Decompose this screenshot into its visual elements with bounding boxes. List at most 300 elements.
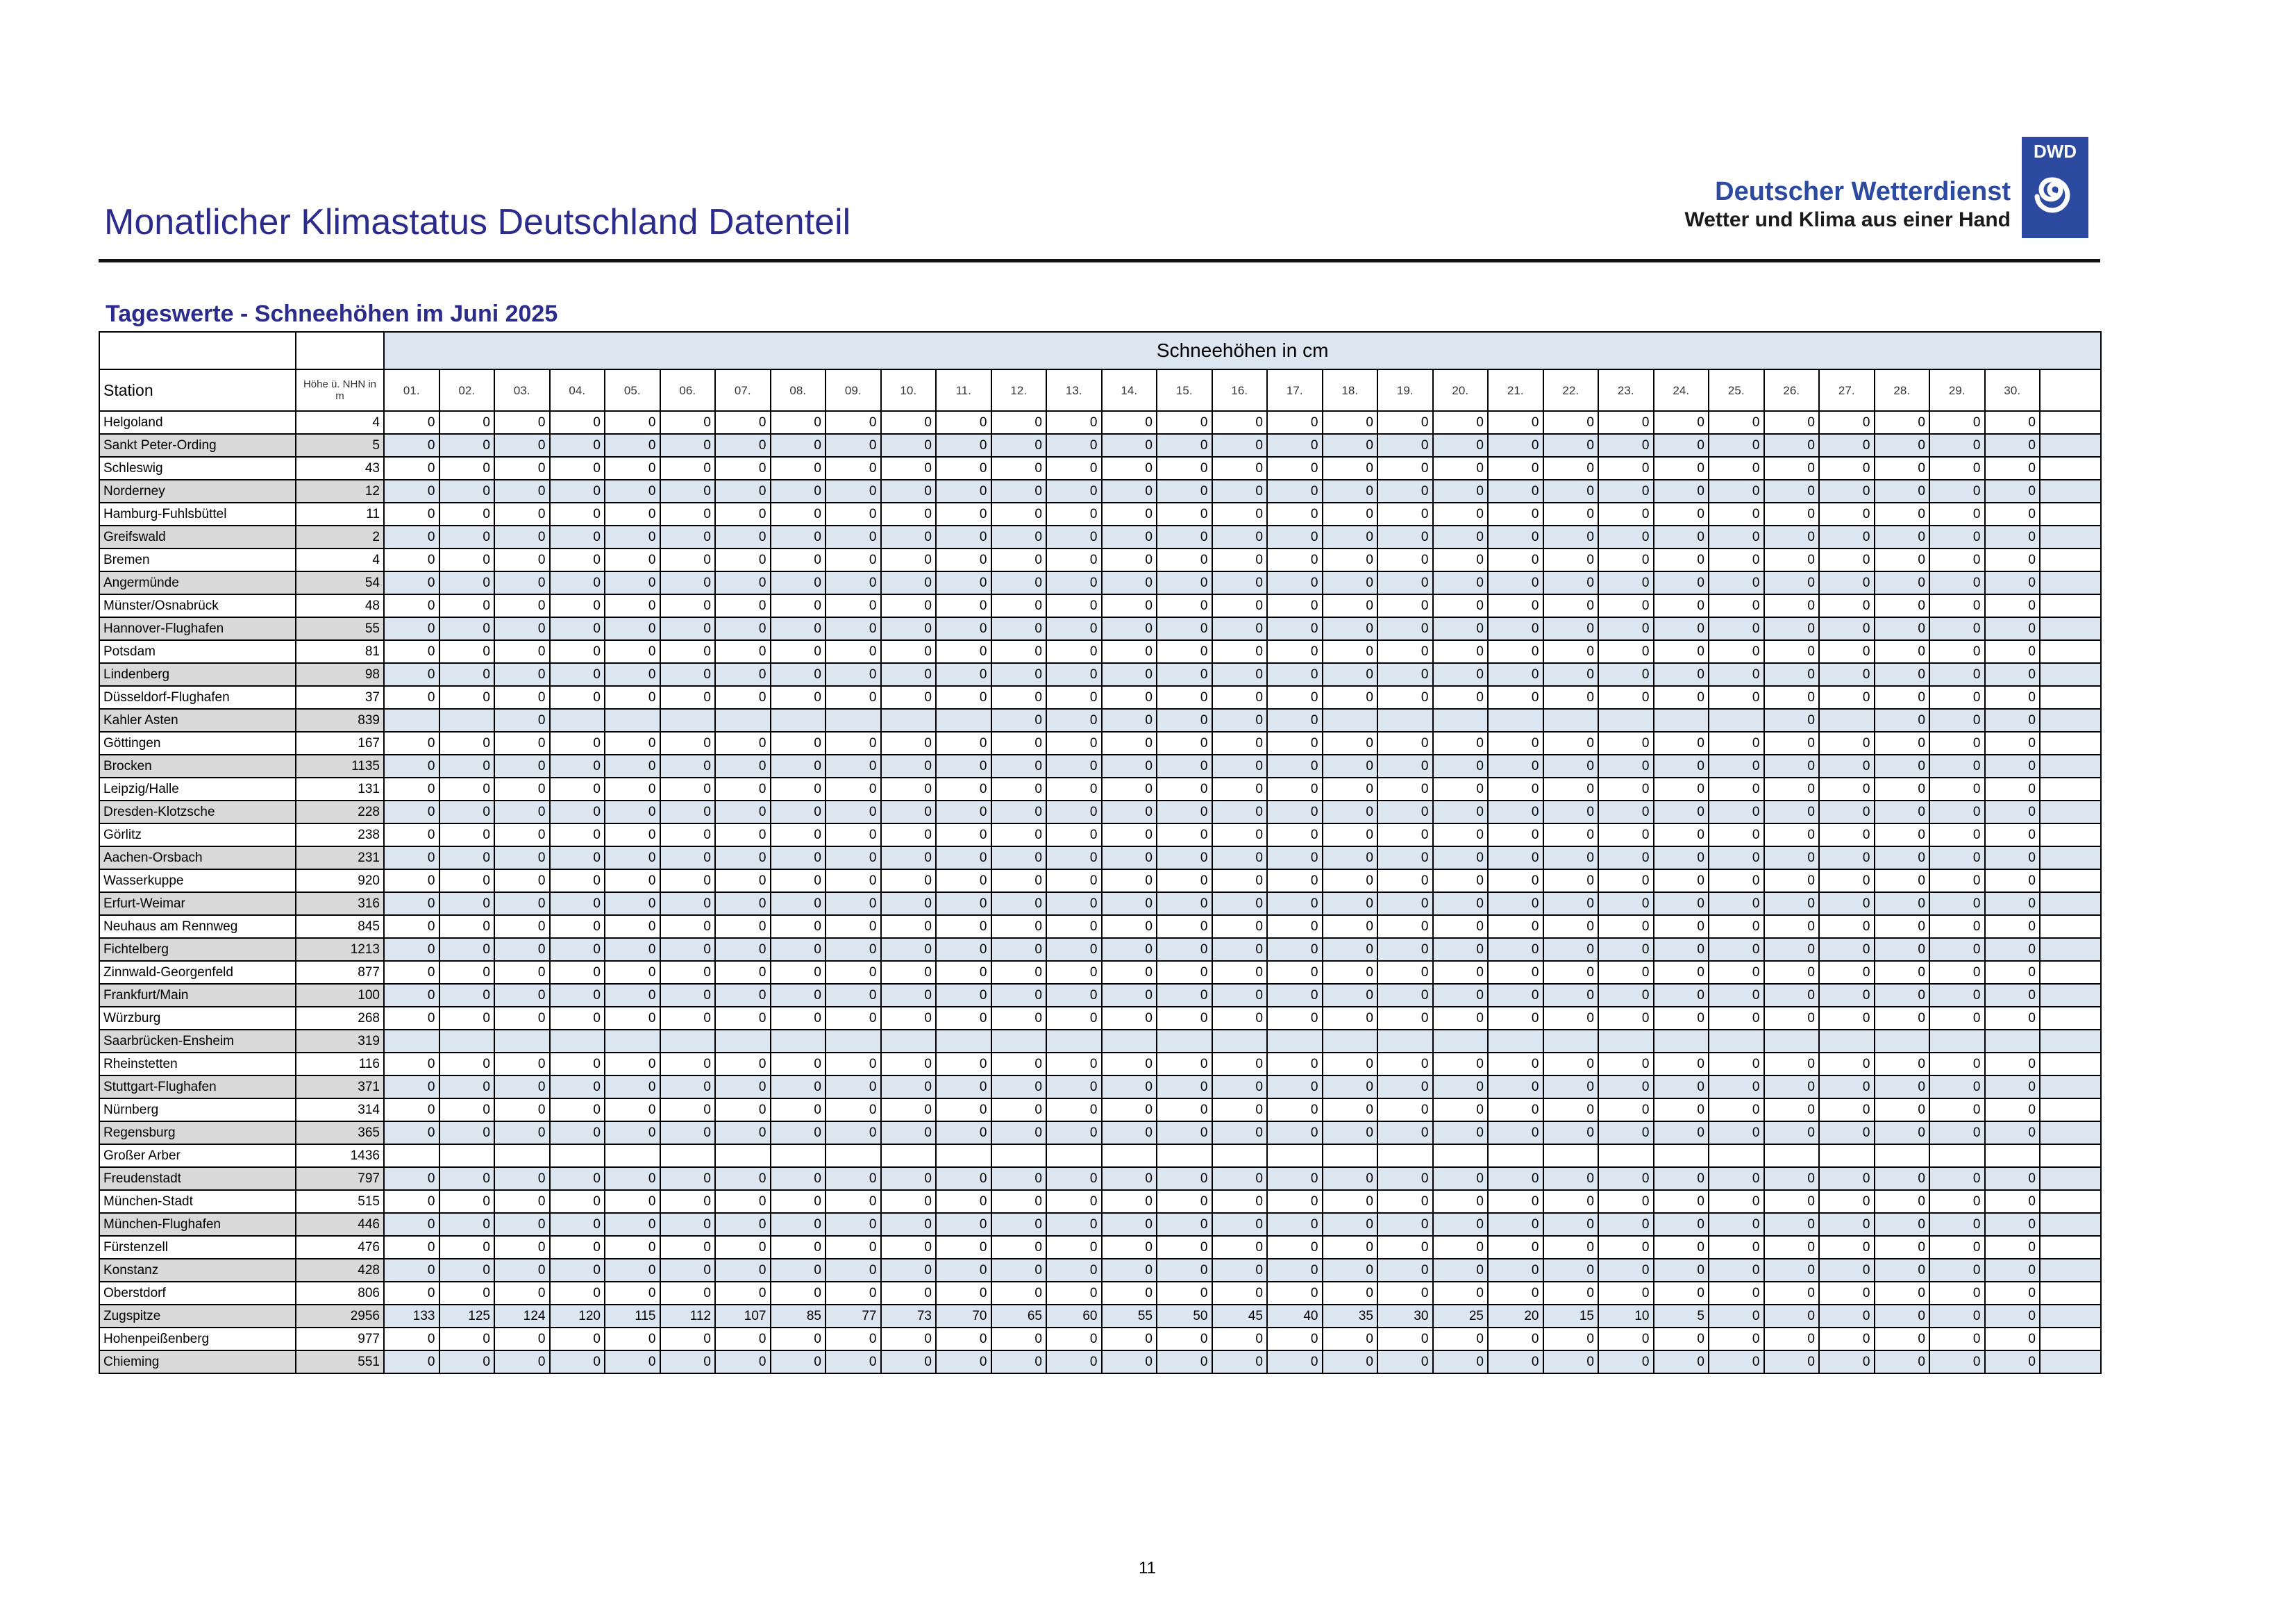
snow-depth-cell: 0 — [1598, 846, 1654, 869]
snow-depth-cell: 0 — [605, 1236, 660, 1259]
snow-depth-cell: 0 — [1488, 640, 1543, 663]
snow-depth-cell: 0 — [881, 526, 937, 549]
snow-depth-cell: 0 — [439, 1282, 495, 1305]
snow-depth-cell: 0 — [660, 915, 716, 938]
day-column-header: 13. — [1046, 369, 1102, 411]
snow-depth-cell: 0 — [550, 984, 605, 1007]
snow-depth-cell: 0 — [1875, 1259, 1930, 1282]
snow-depth-cell: 0 — [1488, 1282, 1543, 1305]
snow-depth-cell: 0 — [494, 549, 550, 571]
snow-depth-cell: 0 — [1654, 549, 1709, 571]
snow-depth-cell: 0 — [550, 686, 605, 709]
snow-depth-cell: 0 — [1046, 503, 1102, 526]
snow-depth-cell: 0 — [1985, 686, 2041, 709]
snow-depth-cell: 0 — [881, 1007, 937, 1030]
snow-depth-cell — [826, 709, 881, 732]
snow-depth-cell: 0 — [1929, 640, 1985, 663]
snow-depth-cell: 0 — [936, 892, 991, 915]
snow-depth-cell: 0 — [605, 686, 660, 709]
snow-depth-cell: 0 — [1709, 1328, 1764, 1350]
snow-depth-cell: 0 — [1046, 594, 1102, 617]
snow-depth-cell: 0 — [439, 869, 495, 892]
snow-depth-cell: 0 — [1543, 1053, 1599, 1075]
day-column-header: 23. — [1598, 369, 1654, 411]
snow-depth-cell: 0 — [1929, 1305, 1985, 1328]
snow-depth-cell: 0 — [1433, 869, 1489, 892]
snow-depth-cell: 0 — [1488, 1259, 1543, 1282]
table-row — [99, 1167, 2101, 1190]
day-column-header: 11. — [936, 369, 991, 411]
snow-depth-cell: 0 — [550, 571, 605, 594]
station-name-cell: Hamburg-Fuhlsbüttel — [99, 503, 296, 526]
snow-depth-cell: 0 — [715, 1236, 771, 1259]
snow-depth-cell: 0 — [660, 571, 716, 594]
snow-depth-cell: 0 — [1433, 617, 1489, 640]
snow-depth-cell: 0 — [1488, 961, 1543, 984]
snow-depth-cell: 0 — [1543, 480, 1599, 503]
snow-depth-cell: 0 — [1267, 1121, 1323, 1144]
snow-depth-cell: 0 — [1267, 938, 1323, 961]
snow-depth-cell: 0 — [1267, 778, 1323, 801]
snow-depth-cell: 0 — [936, 686, 991, 709]
snow-depth-cell: 0 — [1102, 1098, 1157, 1121]
snow-depth-cell: 0 — [1819, 594, 1875, 617]
altitude-cell: 116 — [296, 1053, 384, 1075]
snow-depth-cell: 0 — [1323, 1098, 1378, 1121]
snow-depth-cell: 0 — [384, 1167, 439, 1190]
snow-depth-cell: 0 — [1433, 915, 1489, 938]
snow-depth-cell: 0 — [1157, 571, 1212, 594]
row-end-cell — [2040, 1236, 2101, 1259]
snow-depth-cell: 0 — [550, 549, 605, 571]
snow-depth-cell: 0 — [1488, 594, 1543, 617]
snow-depth-cell: 0 — [439, 1075, 495, 1098]
snow-depth-cell: 0 — [1764, 709, 1820, 732]
snow-depth-cell: 0 — [1433, 1213, 1489, 1236]
snow-depth-cell: 0 — [1377, 571, 1433, 594]
snow-depth-cell: 0 — [826, 526, 881, 549]
snow-depth-cell: 0 — [1598, 869, 1654, 892]
snow-depth-cell: 30 — [1377, 1305, 1433, 1328]
snow-depth-cell: 0 — [550, 823, 605, 846]
snow-depth-cell: 0 — [1377, 1282, 1433, 1305]
snow-depth-cell: 0 — [1323, 801, 1378, 823]
snow-depth-cell: 0 — [1709, 846, 1764, 869]
snow-depth-cell: 0 — [1046, 823, 1102, 846]
snow-depth-cell: 0 — [660, 846, 716, 869]
day-column-header: 18. — [1323, 369, 1378, 411]
snow-depth-cell: 0 — [1323, 686, 1378, 709]
snow-depth-cell: 0 — [1543, 1190, 1599, 1213]
altitude-cell: 551 — [296, 1350, 384, 1373]
snow-depth-cell: 0 — [936, 457, 991, 480]
snow-depth-cell: 0 — [1543, 984, 1599, 1007]
snow-depth-cell: 0 — [1543, 1075, 1599, 1098]
table-row — [99, 1144, 2101, 1167]
snow-depth-cell: 0 — [991, 640, 1047, 663]
row-end-cell — [2040, 617, 2101, 640]
snow-depth-cell: 0 — [494, 1075, 550, 1098]
snow-depth-cell: 0 — [1488, 571, 1543, 594]
snow-depth-cell: 20 — [1488, 1305, 1543, 1328]
snow-depth-cell: 0 — [1929, 801, 1985, 823]
snow-depth-cell: 0 — [826, 1121, 881, 1144]
snow-depth-cell: 0 — [1046, 892, 1102, 915]
snow-depth-cell: 0 — [991, 778, 1047, 801]
snow-depth-cell: 0 — [1819, 617, 1875, 640]
snow-depth-cell: 0 — [715, 846, 771, 869]
snow-depth-cell: 0 — [1764, 1121, 1820, 1144]
snow-depth-cell: 0 — [384, 1282, 439, 1305]
page-number: 11 — [1139, 1559, 1156, 1577]
snow-depth-cell: 0 — [881, 1213, 937, 1236]
snow-depth-cell: 0 — [1654, 571, 1709, 594]
snow-depth-cell: 0 — [1819, 823, 1875, 846]
snow-depth-cell: 0 — [1875, 755, 1930, 778]
snow-depth-cell: 0 — [550, 1053, 605, 1075]
snow-depth-cell — [605, 1144, 660, 1167]
snow-depth-cell: 0 — [439, 846, 495, 869]
station-column-header: Station — [99, 369, 296, 411]
snow-depth-cell — [1985, 1144, 2041, 1167]
snow-depth-cell: 0 — [715, 938, 771, 961]
snow-depth-cell: 0 — [1377, 869, 1433, 892]
snow-depth-cell: 0 — [1598, 686, 1654, 709]
snow-depth-cell: 0 — [1046, 1282, 1102, 1305]
snow-depth-cell: 0 — [1598, 457, 1654, 480]
snow-depth-cell: 0 — [660, 869, 716, 892]
snow-depth-cell: 0 — [1875, 1075, 1930, 1098]
row-end-cell — [2040, 778, 2101, 801]
snow-depth-cell: 0 — [1212, 411, 1268, 434]
day-column-header: 19. — [1377, 369, 1433, 411]
snow-depth-cell: 0 — [936, 984, 991, 1007]
snow-depth-cell: 0 — [1433, 686, 1489, 709]
day-column-header: 02. — [439, 369, 495, 411]
snow-depth-cell: 0 — [1819, 938, 1875, 961]
snow-depth-cell: 0 — [1323, 457, 1378, 480]
snow-depth-cell — [1598, 1144, 1654, 1167]
snow-depth-cell: 0 — [1875, 984, 1930, 1007]
snow-depth-cell: 0 — [1875, 709, 1930, 732]
snow-depth-cell: 0 — [936, 915, 991, 938]
table-row — [99, 823, 2101, 846]
snow-depth-cell: 0 — [1654, 915, 1709, 938]
snow-depth-cell: 0 — [1267, 1259, 1323, 1282]
snow-depth-cell: 0 — [771, 915, 826, 938]
snow-depth-cell: 0 — [991, 801, 1047, 823]
snow-depth-cell: 0 — [494, 1167, 550, 1190]
snow-depth-cell: 0 — [826, 984, 881, 1007]
snow-depth-cell: 0 — [1157, 1053, 1212, 1075]
snow-depth-cell: 0 — [1764, 617, 1820, 640]
snow-depth-cell: 0 — [1929, 594, 1985, 617]
snow-depth-cell: 0 — [1654, 801, 1709, 823]
snow-depth-cell: 0 — [1709, 434, 1764, 457]
snow-depth-cell: 0 — [1985, 938, 2041, 961]
snow-depth-cell: 0 — [384, 480, 439, 503]
snow-depth-cell: 0 — [1488, 617, 1543, 640]
table-row — [99, 1305, 2101, 1328]
snow-depth-cell: 0 — [1157, 411, 1212, 434]
snow-depth-cell: 0 — [1819, 846, 1875, 869]
snow-depth-cell: 0 — [881, 1328, 937, 1350]
snow-depth-cell: 0 — [1157, 709, 1212, 732]
snow-depth-cell: 0 — [1102, 480, 1157, 503]
snow-depth-cell: 0 — [660, 1236, 716, 1259]
snow-depth-cell: 0 — [826, 778, 881, 801]
snow-depth-cell: 0 — [1764, 869, 1820, 892]
day-column-header: 07. — [715, 369, 771, 411]
snow-depth-cell: 0 — [1433, 1350, 1489, 1373]
snow-depth-cell: 0 — [1819, 961, 1875, 984]
table-row — [99, 1259, 2101, 1282]
snow-depth-cell: 0 — [1654, 938, 1709, 961]
snow-depth-cell: 0 — [1543, 801, 1599, 823]
snow-depth-cell: 0 — [494, 1350, 550, 1373]
snow-depth-cell: 0 — [1985, 1190, 2041, 1213]
snow-depth-cell: 0 — [715, 778, 771, 801]
row-end-cell — [2040, 1144, 2101, 1167]
snow-depth-cell: 0 — [1764, 526, 1820, 549]
snow-depth-cell: 0 — [1267, 823, 1323, 846]
snow-depth-cell: 0 — [1377, 1213, 1433, 1236]
page-title: Monatlicher Klimastatus Deutschland Datenteil — [104, 202, 851, 242]
snow-depth-cell: 0 — [1985, 411, 2041, 434]
snow-depth-cell: 0 — [1929, 984, 1985, 1007]
row-end-cell — [2040, 1259, 2101, 1282]
snow-depth-cell: 0 — [936, 617, 991, 640]
snow-depth-cell: 0 — [660, 1282, 716, 1305]
station-name-cell: Bremen — [99, 549, 296, 571]
snow-depth-cell: 0 — [605, 526, 660, 549]
snow-depth-cell: 0 — [1764, 823, 1820, 846]
snow-depth-cell: 0 — [881, 1190, 937, 1213]
snow-depth-cell: 0 — [1875, 938, 1930, 961]
snow-depth-cell — [550, 709, 605, 732]
snow-depth-cell: 0 — [1709, 526, 1764, 549]
snow-depth-cell: 0 — [494, 1282, 550, 1305]
row-end-cell — [2040, 869, 2101, 892]
station-name-cell: Zugspitze — [99, 1305, 296, 1328]
snow-depth-cell: 0 — [439, 732, 495, 755]
snow-depth-cell: 0 — [771, 1121, 826, 1144]
snow-depth-cell: 0 — [1819, 732, 1875, 755]
snow-depth-cell: 0 — [384, 961, 439, 984]
snow-depth-cell: 0 — [1488, 663, 1543, 686]
snow-depth-cell: 0 — [1212, 1259, 1268, 1282]
row-end-cell — [2040, 1030, 2101, 1053]
snow-depth-cell: 0 — [1377, 686, 1433, 709]
snow-depth-cell: 0 — [1819, 755, 1875, 778]
snow-depth-cell — [1709, 709, 1764, 732]
station-name-cell: Hohenpeißenberg — [99, 1328, 296, 1350]
snow-depth-cell: 0 — [881, 640, 937, 663]
snow-depth-cell: 0 — [826, 1190, 881, 1213]
snow-depth-cell: 0 — [1267, 755, 1323, 778]
snow-depth-cell: 0 — [1819, 1282, 1875, 1305]
snow-depth-cell: 0 — [771, 434, 826, 457]
snow-depth-cell: 0 — [494, 503, 550, 526]
snow-depth-cell: 0 — [1433, 526, 1489, 549]
snow-depth-cell: 0 — [1709, 480, 1764, 503]
snow-depth-cell: 0 — [1764, 594, 1820, 617]
snow-depth-cell: 0 — [439, 1007, 495, 1030]
snow-depth-cell: 0 — [1875, 617, 1930, 640]
snow-depth-cell: 0 — [660, 755, 716, 778]
snow-depth-cell: 0 — [1433, 1075, 1489, 1098]
snow-depth-cell: 0 — [1377, 480, 1433, 503]
snow-depth-cell: 0 — [1543, 571, 1599, 594]
snow-depth-cell — [1377, 1030, 1433, 1053]
station-name-cell: Regensburg — [99, 1121, 296, 1144]
snow-depth-cell: 0 — [771, 892, 826, 915]
snow-depth-cell: 0 — [1875, 961, 1930, 984]
snow-depth-cell: 0 — [1212, 617, 1268, 640]
snow-depth-cell: 0 — [771, 1190, 826, 1213]
snow-depth-cell: 0 — [494, 663, 550, 686]
snow-depth-cell — [771, 1144, 826, 1167]
snow-depth-cell: 0 — [1046, 1098, 1102, 1121]
snow-depth-cell — [1046, 1144, 1102, 1167]
snow-depth-cell: 0 — [1212, 801, 1268, 823]
snow-depth-cell: 0 — [936, 503, 991, 526]
station-name-cell: Aachen-Orsbach — [99, 846, 296, 869]
day-column-header: 27. — [1819, 369, 1875, 411]
snow-depth-cell: 0 — [1046, 1167, 1102, 1190]
snow-depth-cell: 0 — [660, 801, 716, 823]
snow-depth-cell: 0 — [660, 778, 716, 801]
snow-depth-cell: 0 — [605, 594, 660, 617]
altitude-cell: 1436 — [296, 1144, 384, 1167]
snow-depth-cell: 0 — [1433, 457, 1489, 480]
snow-depth-cell: 0 — [1709, 732, 1764, 755]
snow-depth-cell: 0 — [1985, 1282, 2041, 1305]
altitude-cell: 877 — [296, 961, 384, 984]
snow-depth-cell: 0 — [1875, 1282, 1930, 1305]
snow-depth-cell: 0 — [1102, 778, 1157, 801]
snow-depth-cell: 0 — [881, 846, 937, 869]
snow-depth-cell: 0 — [1488, 1075, 1543, 1098]
snow-depth-cell: 0 — [1709, 1053, 1764, 1075]
snow-depth-cell: 0 — [1929, 1053, 1985, 1075]
snow-depth-cell: 0 — [1267, 961, 1323, 984]
snow-depth-cell: 0 — [384, 1075, 439, 1098]
snow-depth-cell: 0 — [1598, 938, 1654, 961]
snow-depth-cell: 0 — [1598, 801, 1654, 823]
snow-depth-cell: 0 — [1929, 1190, 1985, 1213]
snow-depth-cell: 0 — [605, 1007, 660, 1030]
snow-depth-cell: 0 — [660, 823, 716, 846]
snow-depth-cell: 0 — [439, 1121, 495, 1144]
snow-depth-cell: 0 — [991, 846, 1047, 869]
snow-depth-cell: 0 — [605, 915, 660, 938]
snow-depth-cell: 0 — [1985, 617, 2041, 640]
snow-depth-cell: 0 — [826, 1236, 881, 1259]
snow-depth-cell: 0 — [1875, 915, 1930, 938]
snow-depth-cell: 0 — [1709, 778, 1764, 801]
snow-depth-cell: 0 — [1985, 732, 2041, 755]
snow-depth-cell: 0 — [550, 1075, 605, 1098]
snow-depth-cell: 0 — [1377, 457, 1433, 480]
snow-depth-cell: 0 — [881, 457, 937, 480]
station-name-cell: Görlitz — [99, 823, 296, 846]
snow-depth-cell: 0 — [715, 1167, 771, 1190]
snow-depth-cell: 0 — [1046, 434, 1102, 457]
logo-text: DWD — [2033, 141, 2077, 162]
snow-depth-cell: 0 — [1598, 961, 1654, 984]
snow-depth-cell: 0 — [1709, 915, 1764, 938]
snow-depth-cell: 0 — [1819, 457, 1875, 480]
station-name-cell: Münster/Osnabrück — [99, 594, 296, 617]
snow-depth-cell: 0 — [1433, 984, 1489, 1007]
snow-depth-cell: 0 — [1212, 1098, 1268, 1121]
row-end-cell — [2040, 480, 2101, 503]
snow-depth-cell: 0 — [1543, 434, 1599, 457]
snow-depth-cell: 0 — [1985, 1259, 2041, 1282]
table-row — [99, 686, 2101, 709]
station-name-cell: Norderney — [99, 480, 296, 503]
snow-depth-cell: 0 — [1102, 1282, 1157, 1305]
snow-depth-cell: 0 — [1157, 549, 1212, 571]
snow-depth-cell: 0 — [1985, 869, 2041, 892]
snow-depth-cell: 0 — [1709, 1282, 1764, 1305]
snow-depth-cell: 0 — [605, 571, 660, 594]
dwd-logo — [2022, 137, 2088, 238]
snow-depth-cell: 0 — [1709, 663, 1764, 686]
snow-depth-cell: 0 — [1543, 411, 1599, 434]
snow-depth-cell: 0 — [1433, 594, 1489, 617]
snow-depth-cell: 0 — [494, 1259, 550, 1282]
snow-depth-cell: 0 — [1654, 1053, 1709, 1075]
snow-depth-cell: 0 — [771, 823, 826, 846]
snow-depth-cell: 0 — [826, 1075, 881, 1098]
snow-depth-cell: 0 — [1929, 869, 1985, 892]
snow-depth-cell: 0 — [1654, 411, 1709, 434]
snow-depth-cell: 0 — [1267, 846, 1323, 869]
snow-depth-cell: 0 — [1157, 984, 1212, 1007]
row-end-cell — [2040, 1190, 2101, 1213]
snow-depth-cell: 0 — [1046, 640, 1102, 663]
snow-depth-cell: 0 — [1212, 778, 1268, 801]
snow-depth-cell: 0 — [715, 503, 771, 526]
snow-depth-cell: 0 — [1709, 1098, 1764, 1121]
snow-depth-cell: 0 — [605, 801, 660, 823]
snow-depth-cell: 0 — [494, 1007, 550, 1030]
table-row — [99, 1190, 2101, 1213]
snow-depth-cell: 0 — [1598, 1121, 1654, 1144]
snow-depth-cell — [1543, 709, 1599, 732]
snow-depth-cell: 0 — [1875, 869, 1930, 892]
snow-depth-cell: 0 — [1323, 1236, 1378, 1259]
snow-depth-cell: 0 — [605, 938, 660, 961]
snow-depth-cell: 0 — [1102, 709, 1157, 732]
snow-depth-cell: 0 — [1598, 755, 1654, 778]
snow-depth-cell: 0 — [1764, 938, 1820, 961]
snow-depth-cell: 0 — [1102, 594, 1157, 617]
snow-depth-cell: 0 — [384, 549, 439, 571]
snow-depth-cell: 0 — [826, 1167, 881, 1190]
snow-depth-cell: 0 — [1102, 1167, 1157, 1190]
table-row — [99, 984, 2101, 1007]
snow-depth-cell: 0 — [1654, 1259, 1709, 1282]
snow-depth-cell: 0 — [1323, 503, 1378, 526]
snow-depth-cell: 0 — [1157, 1259, 1212, 1282]
snow-depth-cell: 0 — [991, 915, 1047, 938]
row-end-cell — [2040, 411, 2101, 434]
snow-depth-cell: 0 — [494, 823, 550, 846]
snow-depth-cell: 0 — [1212, 892, 1268, 915]
